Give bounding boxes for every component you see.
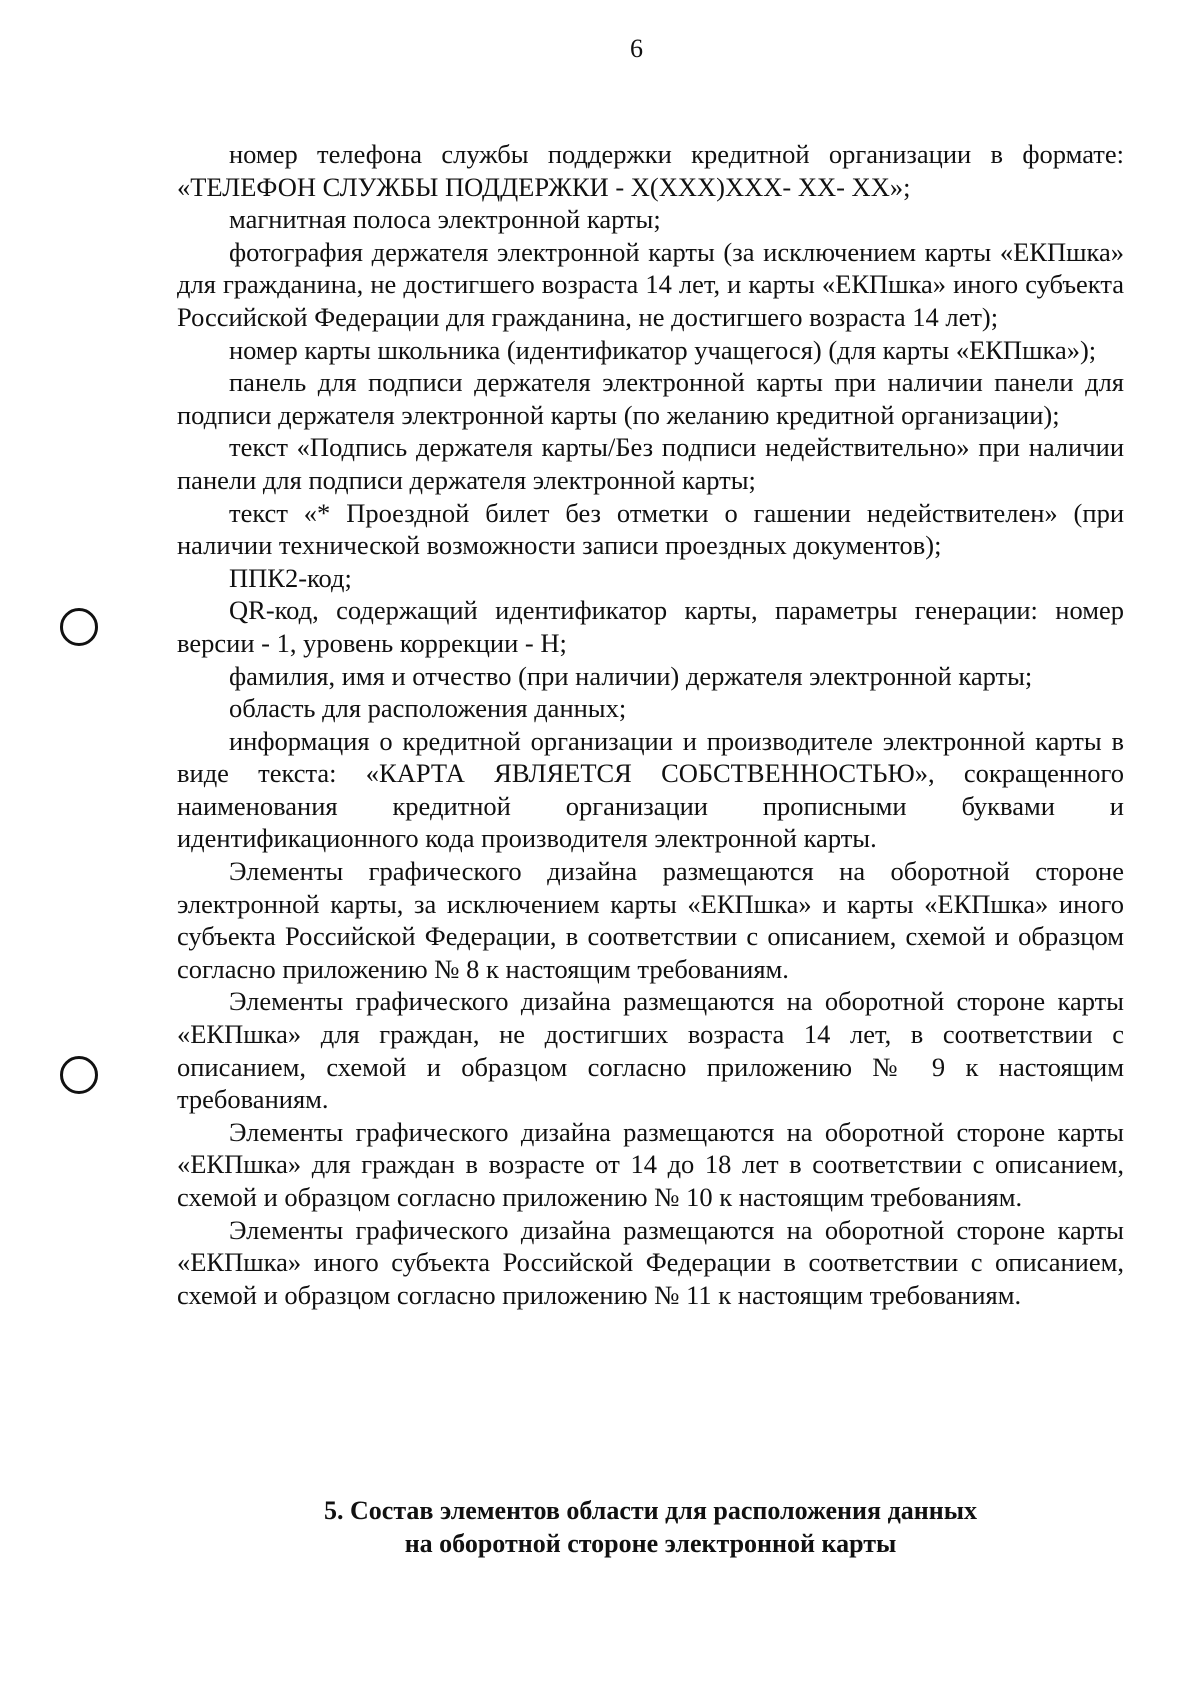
section-heading-line-1: 5. Состав элементов области для расположения данных xyxy=(324,1496,977,1525)
paragraph-support-phone: номер телефона службы поддержки кредитной организации в формате: «ТЕЛЕФОН СЛУЖБЫ ПОДДЕРЖКИ - X(XXX)XXX- XX- XX»; xyxy=(177,139,1124,202)
paragraph-design-appendix-10: Элементы графического дизайна размещаются на оборотной стороне карты «ЕКПшка» для граждан в возрасте от 14 до 18 лет в соответствии с описанием, схемой и образцом согласно приложению № 10 к настоящим требованиям. xyxy=(177,1116,1124,1212)
paragraph-ppk2-code: ППК2-код; xyxy=(229,562,352,593)
paragraph-qr-code: QR-код, содержащий идентификатор карты, параметры генерации: номер версии - 1, уровень коррекции - H; xyxy=(177,595,1124,658)
paragraph-signature-panel: панель для подписи держателя электронной карты при наличии панели для подписи держателя электронной карты (по желанию кредитной организации); xyxy=(177,367,1124,430)
binder-hole-icon xyxy=(60,608,98,646)
paragraph-student-card-number: номер карты школьника (идентификатор учащегося) (для карты «ЕКПшка»); xyxy=(229,334,1097,365)
section-heading-line-2: на оборотной стороне электронной карты xyxy=(404,1529,897,1558)
paragraph-holder-name: фамилия, имя и отчество (при наличии) держателя электронной карты; xyxy=(229,660,1033,691)
paragraph-design-appendix-11: Элементы графического дизайна размещаются на оборотной стороне карты «ЕКПшка» иного субъекта Российской Федерации в соответствии с описанием, схемой и образцом согласно приложению № 11 к настоящим требованиям. xyxy=(177,1214,1124,1310)
paragraph-issuer-info: информация о кредитной организации и производителе электронной карты в виде текста: «КАРТА ЯВЛЯЕТСЯ СОБСТВЕННОСТЬЮ», сокращенного наименования кредитной организации прописными буквами и идентификационного кода производителя электронной карты. xyxy=(177,725,1124,854)
paragraph-design-appendix-8: Элементы графического дизайна размещаются на оборотной стороне электронной карты, за исключением карты «ЕКПшка» и карты «ЕКПшка» иного субъекта Российской Федерации, в соответствии с описанием, схемой и образцом согласно приложению № 8 к настоящим требованиям. xyxy=(177,856,1124,984)
binder-hole-icon xyxy=(60,1056,98,1094)
paragraph-holder-photo: фотография держателя электронной карты (за исключением карты «ЕКПшка» для гражданина, не достигшего возраста 14 лет, и карты «ЕКПшка» иного субъекта Российской Федерации для гражданина, не достигшего возраста 14 лет); xyxy=(177,236,1124,332)
body-text xyxy=(177,138,1124,1311)
paragraph-design-appendix-9: Элементы графического дизайна размещаются на оборотной стороне карты «ЕКПшка» для граждан, не достигших возраста 14 лет, в соответствии с описанием, схемой и образцом согласно приложению № 9 к настоящим требованиям. xyxy=(177,986,1124,1115)
paragraph-ticket-text: текст «* Проездной билет без отметки о гашении недействителен» (при наличии технической возможности записи проездных документов); xyxy=(177,497,1124,561)
paragraph-magnetic-stripe: магнитная полоса электронной карты; xyxy=(229,204,661,235)
paragraph-data-area: область для расположения данных; xyxy=(229,693,627,724)
paragraph-signature-text: текст «Подпись держателя карты/Без подписи недействительно» при наличии панели для подписи держателя электронной карты; xyxy=(177,432,1124,495)
section-heading xyxy=(177,1494,1124,1560)
page-number: 6 xyxy=(630,34,643,63)
